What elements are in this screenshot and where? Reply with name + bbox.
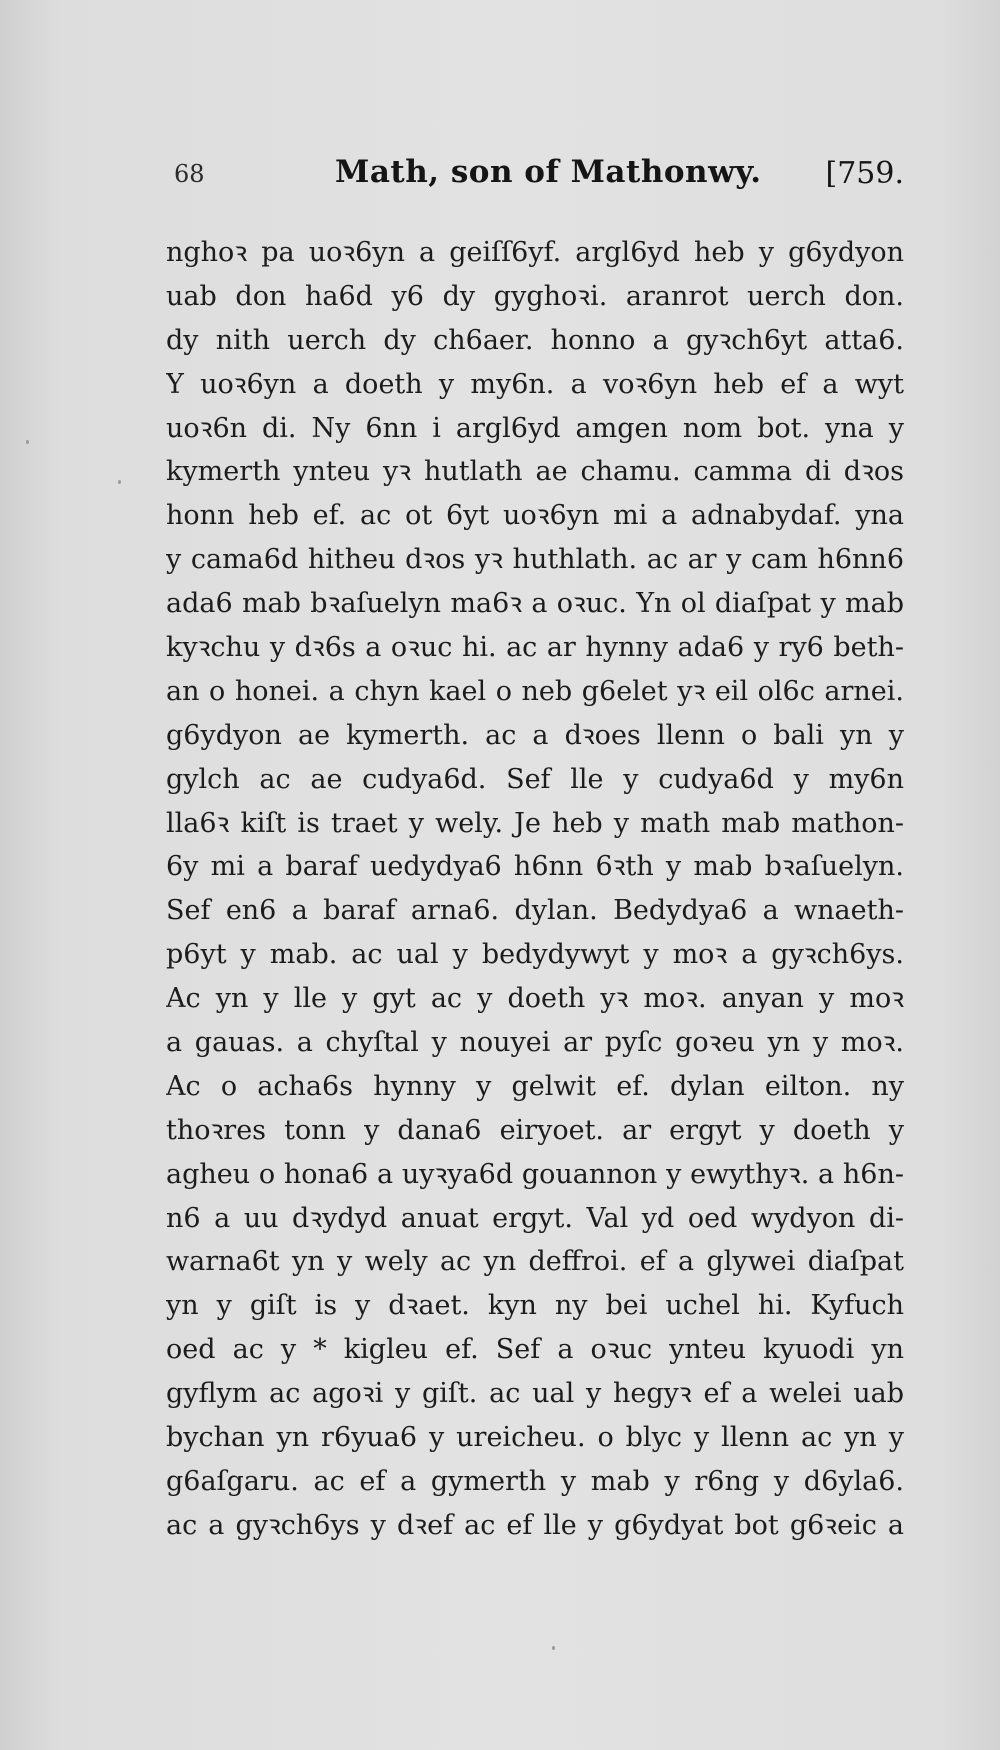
page-number: 68	[174, 160, 205, 188]
body-text	[166, 231, 904, 1548]
running-title: Math, son of Mathonwy.	[335, 154, 762, 190]
text-line: bychan yn r6yua6 y ureicheu. o blyc y llenn ac yn y	[166, 1422, 904, 1454]
paper-speck	[118, 480, 121, 484]
text-line: ac a gyꝛch6ys y dꝛef ac ef lle y g6ydyat bot g6ꝛeic a	[166, 1509, 904, 1541]
text-line: 6y mi a baraf uedydya6 h6nn 6ꝛth y mab bꝛaſuelyn.	[166, 851, 904, 883]
running-head	[170, 152, 910, 202]
text-line: Ac o acha6s hynny y gelwit ef. dylan eilton. ny	[166, 1070, 904, 1102]
text-line: Ac yn y lle y gyt ac y doeth yꝛ moꝛ. anyan y moꝛ	[166, 983, 904, 1015]
text-line: g6aſgaru. ac ef a gymerth y mab y r6ng y d6yla6.	[166, 1465, 904, 1497]
text-line: agheu o hona6 a uyꝛya6d gouannon y ewythyꝛ. a h6n-	[166, 1158, 904, 1190]
text-line: nghoꝛ pa uoꝛ6yn a geiſſ6yf. argl6yd heb y g6ydyon	[166, 237, 904, 268]
text-line: yn y giſt is y dꝛaet. kyn ny bei uchel hi. Kyfuch	[166, 1290, 904, 1322]
text-line: oed ac y * kigleu ef. Sef a oꝛuc ynteu kyuodi yn	[166, 1334, 904, 1366]
text-line: lla6ꝛ kiſt is traet y wely. Je heb y math mab mathon-	[166, 807, 904, 839]
text-line: n6 a uu dꝛydyd anuat ergyt. Val yd oed wydyon di-	[166, 1202, 904, 1234]
text-line: y cama6d hitheu dꝛos yꝛ huthlath. ac ar y cam h6nn6	[166, 544, 904, 576]
text-line: Sef en6 a baraf arna6. dylan. Bedydya6 a wnaeth-	[166, 895, 904, 927]
text-line: honn heb ef. ac ot 6yt uoꝛ6yn mi a adnabydaf. yna	[166, 500, 904, 532]
text-line: an o honei. a chyn kael o neb g6elet yꝛ eil ol6c arnei.	[166, 675, 904, 707]
text-line: gylch ac ae cudya6d. Sef lle y cudya6d y my6n	[166, 763, 904, 795]
paper-speck	[26, 440, 29, 444]
text-line: thoꝛres tonn y dana6 eiryoet. ar ergyt y doeth y	[166, 1114, 904, 1146]
text-line: Y uoꝛ6yn a doeth y my6n. a voꝛ6yn heb ef a wyt	[166, 368, 904, 400]
text-line: p6yt y mab. ac ual y bedydywyt y moꝛ a gyꝛch6ys.	[166, 939, 904, 971]
text-line: uoꝛ6n di. Ny 6nn i argl6yd amgen nom bot. yna y	[166, 412, 904, 444]
section-number: [759.	[825, 156, 904, 191]
text-line: g6ydyon ae kymerth. ac a dꝛoes llenn o bali yn y	[166, 719, 904, 751]
text-line: kymerth ynteu yꝛ hutlath ae chamu. camma di dꝛos	[166, 456, 904, 488]
text-line: warna6t yn y wely ac yn deffroi. ef a glywei diaſpat	[166, 1246, 904, 1278]
paper-speck	[552, 1646, 555, 1650]
text-line: ada6 mab bꝛaſuelyn ma6ꝛ a oꝛuc. Yn ol diaſpat y mab	[166, 588, 904, 620]
text-line: uab don ha6d y6 dy gyghoꝛi. aranrot uerch don.	[166, 280, 904, 312]
text-line: dy nith uerch dy ch6aer. honno a gyꝛch6yt atta6.	[166, 324, 904, 356]
text-line: gyflym ac agoꝛi y giſt. ac ual y hegyꝛ ef a welei uab	[166, 1378, 904, 1410]
text-line: a gauas. a chyſtal y nouyei ar pyſc goꝛeu yn y moꝛ.	[166, 1027, 904, 1059]
text-line: kyꝛchu y dꝛ6s a oꝛuc hi. ac ar hynny ada6 y ry6 beth-	[166, 632, 904, 664]
